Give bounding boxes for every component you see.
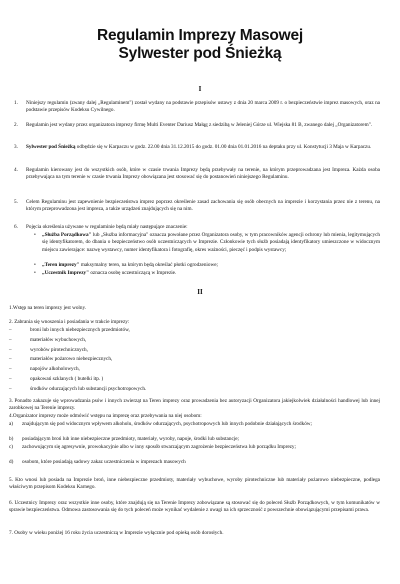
refusal-reason: zachowującym się agresywnie, prowokacyjnie albo w inny sposób stwarzającym zagrożenie bezpieczeństwa lub porządku Imprezy;: [22, 444, 296, 450]
paragraph-5: Celem Regulaminu jest zapewnienie bezpieczeństwa imprez poprzez określenie zasad zachowania się osób obecnych na imprezie i korzystania przez nie z terenu, na którym przeprowadzona jest impreza, a także urządzeń znajdujących się na nim.: [26, 199, 380, 213]
item-number: 3.: [14, 144, 18, 150]
section-heading-1: I: [198, 85, 202, 93]
prohibited-item: materiałów wybuchowych,: [30, 336, 87, 343]
bullet-icon: •: [34, 232, 36, 238]
refusal-reason: posiadającym broń lub inne niebezpieczne przedmioty, materiały, wyroby, napoje, środki lub substancje;: [22, 436, 239, 442]
paragraph-refusal: 4.Organizator imprezy może odmówić wstępu na imprezę oraz przebywania na niej osobom:: [9, 413, 202, 419]
prohibited-item: środków odurzających lub substancji psychotropowych.: [30, 385, 147, 392]
prohibited-item: broni lub innych niebezpiecznych przedmiotów,: [30, 327, 130, 333]
prohibited-item: wyrobów pirotechnicznych,: [30, 346, 88, 353]
paragraph-2: Regulamin jest wydany przez organizatora imprezy firmę Multi Eventer Dariusz Małąg z siedzibą w Jeleniej Górze ul. Wiejska 81 B, zwanego dalej „Organizatorem".: [26, 122, 373, 128]
item-letter: d): [9, 459, 14, 465]
item-number: 6.: [14, 224, 18, 230]
item-letter: b): [9, 436, 14, 442]
refusal-reason: znajdującym się pod widocznym wpływem alkoholu, środków odurzających, psychotropowych lub innych podobnie działających środków;: [22, 421, 312, 427]
prohibited-item: napojów alkoholowych,: [30, 366, 80, 373]
bullet-icon: •: [34, 270, 36, 276]
prohibited-item: opakowań szklanych ( butelki itp. ): [30, 376, 104, 382]
document-subtitle: Sylwester pod Śnieżką: [118, 45, 282, 62]
paragraph-minors: 7. Osoby w wieku poniżej 16 roku życia uczestniczą w Imprezie wyłącznie pod opieką osób dorosłych.: [9, 530, 224, 536]
paragraph-entry: 1.Wstęp na teren imprezy jest wolny.: [9, 305, 87, 311]
refusal-reason: osobom, które posiadają sadowy zakaz uczestniczenia w imprezach masowych: [22, 459, 186, 465]
paragraph-1: Niniejszy regulamin (zwany dalej „Regulaminem") został wydany na podstawie przepisów ustawy z dnia 20 marca 2009 r. o bezpieczeństwie imprez masowych, oraz na podstawie przepisów Kodeksu Cywilnego.: [26, 100, 380, 114]
item-letter: a): [9, 421, 14, 427]
section-heading-2: II: [197, 288, 203, 296]
dash-bullet-icon: –: [9, 346, 12, 353]
dash-bullet-icon: –: [9, 366, 12, 373]
item-letter: c): [9, 444, 14, 450]
dash-bullet-icon: –: [9, 336, 12, 343]
item-number: 4.: [14, 167, 18, 173]
document-title: Regulamin Imprezy Masowej: [96, 27, 304, 44]
item-number: 2.: [14, 122, 18, 128]
bullet-icon: •: [34, 262, 36, 268]
paragraph-weapons: 5. Kto wnosi lub posiada na Imprezie broń, inne niebezpieczne przedmioty, materiały wybuchowe, wyroby pirotechniczne lub materiały pożarowo niebezpieczne, podlega właściwym przepisom Kodeksu Karnego.: [9, 477, 380, 491]
definition-security-service: „Służba Porządkowa" lub „Służba informacyjna" oznacza powołane przez Organizatora osoby, w tym pracowników agencji ochrony lub mienia, legitymujących się identyfikatorem, do dbania o bezpieczeństwo osób uczestniczących w Imprezie. Członkowie tych służb posiadają identyfikatory umieszczone w widocznym miejscu zawierające: nazwę wystawcy, numer identyfikatora i fotografię, okres ważności, pieczęć i podpis wystawcy;: [42, 232, 380, 253]
paragraph-6: Pojęcia określenia używane w regulaminie będą miały następujące znaczenie:: [26, 224, 188, 230]
paragraph-prohibitions: 2. Zabrania się wnoszenia i posiadania w trakcie imprezy:: [9, 319, 130, 325]
item-number: 1.: [14, 100, 18, 106]
paragraph-orders: 6. Uczestnicy Imprezy oraz wszystkie inne osoby, które znajdują się na Terenie Imprezy zobowiązane są stosować się do poleceń Służb Porządkowych, w tym komunikatów w sprawie bezpieczeństwa. Odmowa zastosowania się do tych poleceń może wynikać wydalenie z uwagi na ich sprzeczność z powszechnie obowiązującymi przepisami prawa.: [9, 500, 380, 514]
dash-bullet-icon: –: [9, 385, 12, 392]
paragraph-3: Sylwester pod Śnieżką odbędzie się w Karpaczu w godz. 22.00 dnia 31.12.2015 do godz. 01.00 dnia 01.01.2016 na deptaku przy ul. Konstytucji 3 Maja w Karpaczu.: [26, 144, 372, 150]
item-number: 5.: [14, 199, 18, 205]
prohibited-item: materiałów pożarowo niebezpiecznych,: [30, 356, 113, 363]
event-name: Sylwester pod Śnieżką: [26, 144, 76, 150]
definition-event-area: „Teren imprezy" maksymalny teren, na którym będą określać płotki ogrodzeniowe;: [42, 262, 218, 268]
paragraph-animals: 3. Ponadto zakazuje się wprowadzania psów i innych zwierząt na Teren imprezy oraz prowadzenia bez autoryzacji Organizatora jakiejkolwiek działalności handlowej lub innej zarobkowej na Terenie imprezy.: [9, 398, 380, 412]
dash-bullet-icon: –: [9, 376, 12, 382]
dash-bullet-icon: –: [9, 356, 12, 363]
dash-bullet-icon: –: [9, 327, 12, 333]
definition-participant: „Uczestnik Imprezy" oznacza osobę uczestniczącą w Imprezie.: [42, 270, 177, 276]
paragraph-4: Regulamin kierowany jest do wszystkich osób, które w czasie trwania Imprezy będą przebywały na terenie, na którym przeprowadzana jest Impreza. Każda osoba przebywająca na tym terenie w czasie trwania Imprezy obowiązana jest stosować się do postanowień niniejszego Regulaminu.: [26, 167, 380, 181]
